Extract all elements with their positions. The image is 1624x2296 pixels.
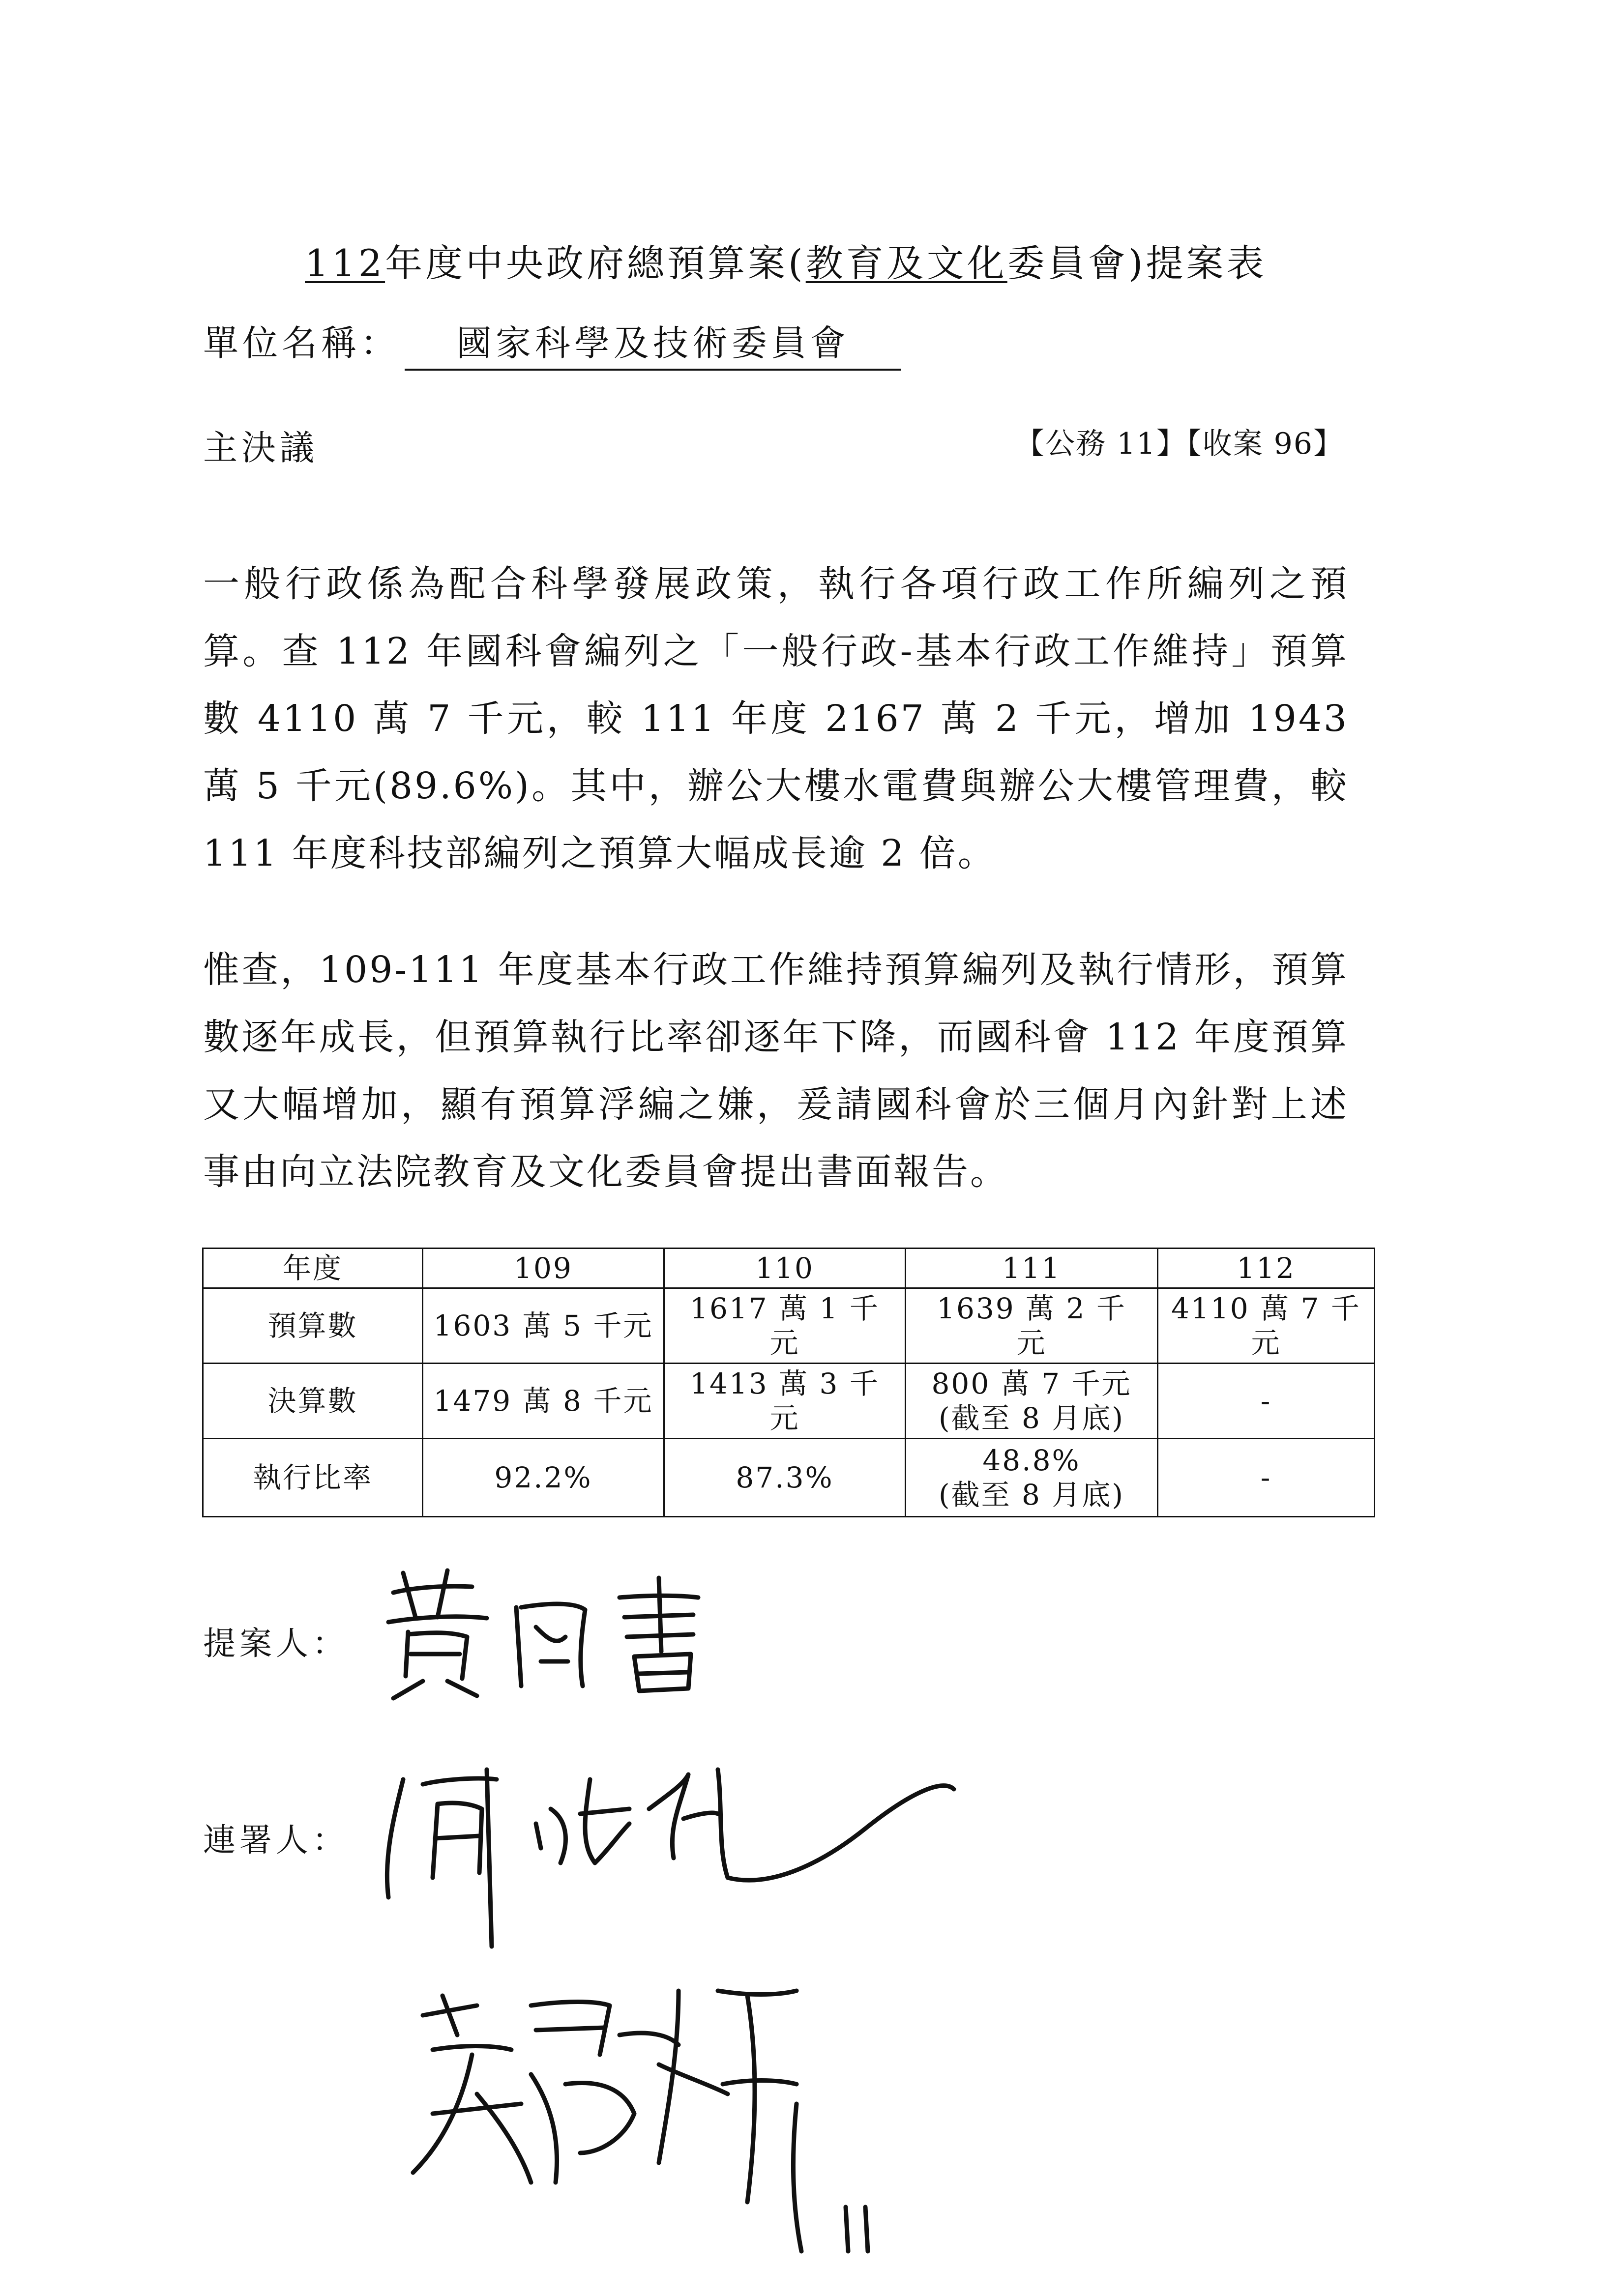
budget-table bbox=[202, 1248, 1375, 1517]
table-row bbox=[203, 1288, 1375, 1364]
row-label: 決算數 bbox=[203, 1364, 423, 1439]
table-cell: - bbox=[1158, 1439, 1375, 1517]
table-cell: 87.3% bbox=[664, 1439, 906, 1517]
table-header-cell: 112 bbox=[1158, 1249, 1375, 1288]
paragraph-2: 惟查，109-111 年度基本行政工作維持預算編列及執行情形，預算數逐年成長，但預算執行比率卻逐年下降，而國科會 112 年度預算又大幅增加，顯有預算浮編之嫌，爰請國科會於三個月內針對上述事由向立法院教育及文化委員會提出書面報告。 bbox=[203, 949, 1349, 1193]
reference-code: 【公務 11】【收案 96】 bbox=[1015, 427, 1344, 461]
cosigner-label: 連署人： bbox=[203, 1821, 349, 1859]
unit-line bbox=[203, 315, 901, 371]
table-header-cell: 109 bbox=[423, 1249, 664, 1288]
title-committee: 教育及文化 bbox=[805, 241, 1007, 285]
page-title bbox=[305, 233, 1387, 287]
table-header-cell: 111 bbox=[906, 1249, 1158, 1288]
title-mid: 年度中央政府總預算案( bbox=[385, 241, 806, 285]
table-header-cell: 110 bbox=[664, 1249, 906, 1288]
table-row bbox=[203, 1439, 1375, 1517]
table-cell: 1639 萬 2 千 元 bbox=[906, 1288, 1158, 1364]
table-header-cell: 年度 bbox=[203, 1249, 423, 1288]
table-cell: 4110 萬 7 千 元 bbox=[1158, 1288, 1375, 1364]
paragraph-1: 一般行政係為配合科學發展政策，執行各項行政工作所編列之預算。查 112 年國科會編列之「一般行政-基本行政工作維持」預算數 4110 萬 7 千元，較 111 年度 2167 萬 2 千元，增加 1943 萬 5 千元(89.6%)。其中，辦公大樓水電費與辦公大樓管理費，較 111 年度科技部編列之預算大幅成長逾 2 倍。 bbox=[203, 563, 1349, 874]
table-cell: 1617 萬 1 千 元 bbox=[664, 1288, 906, 1364]
table-cell: 1603 萬 5 千元 bbox=[423, 1288, 664, 1364]
unit-label: 單位名稱： bbox=[203, 322, 400, 364]
table-header-row bbox=[203, 1249, 1375, 1288]
cosigner-signature-1 bbox=[374, 1750, 964, 1956]
table-cell: - bbox=[1158, 1364, 1375, 1439]
title-year: 112 bbox=[305, 241, 385, 285]
proposer-signature bbox=[374, 1563, 718, 1701]
title-end: 委員會)提案表 bbox=[1007, 241, 1267, 285]
table-cell: 92.2% bbox=[423, 1439, 664, 1517]
row-label: 預算數 bbox=[203, 1288, 423, 1364]
row-label: 執行比率 bbox=[203, 1439, 423, 1517]
table-cell: 1479 萬 8 千元 bbox=[423, 1364, 664, 1439]
cosigner-signature-2 bbox=[403, 1976, 944, 2271]
proposer-label: 提案人： bbox=[203, 1625, 349, 1662]
table-row bbox=[203, 1364, 1375, 1439]
table-cell: 800 萬 7 千元 (截至 8 月底) bbox=[906, 1364, 1158, 1439]
unit-name: 國家科學及技術委員會 bbox=[405, 315, 901, 371]
table-cell: 48.8% (截至 8 月底) bbox=[906, 1439, 1158, 1517]
main-resolution-label: 主決議 bbox=[203, 428, 318, 468]
table-cell: 1413 萬 3 千 元 bbox=[664, 1364, 906, 1439]
